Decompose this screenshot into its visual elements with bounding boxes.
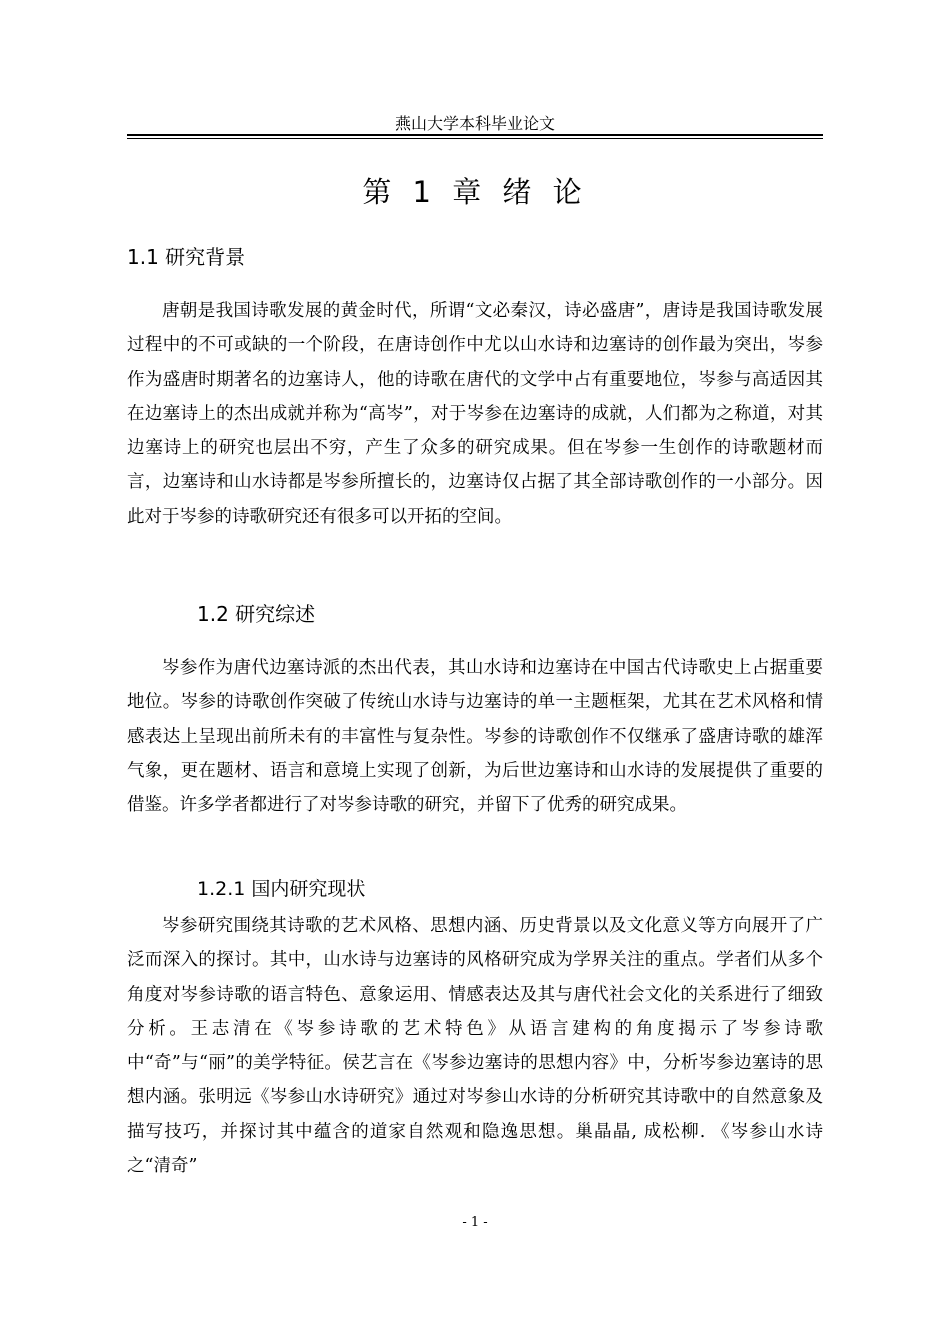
section-heading-1-1: 1.1 研究背景 — [127, 245, 246, 269]
running-header: 燕山大学本科毕业论文 — [394, 114, 555, 133]
page-number: - 1 - — [462, 1215, 488, 1230]
paragraph-background: 唐朝是我国诗歌发展的黄金时代，所谓“文必秦汉，诗必盛唐”，唐诗是我国诗歌发展过程中的不可或缺的一个阶段，在唐诗创作中尤以山水诗和边塞诗的创作最为突出，岑参作为盛唐时期著名的边塞诗人，他的诗歌在唐代的文学中占有重要地位，岑参与高适因其在边塞诗上的杰出成就并称为“高岑”，对于岑参在边塞诗的成就，人们都为之称道，对其边塞诗上的研究也层出不穷，产生了众多的研究成果。但在岑参一生创作的诗歌题材而言，边塞诗和山水诗都是岑参所擅长的，边塞诗仅占据了其全部诗歌创作的一小部分。因此对于岑参的诗歌研究还有很多可以开拓的空间。 — [127, 301, 823, 527]
chapter-title: 第 1 章 绪 论 — [362, 175, 588, 209]
header-rule-thick — [127, 134, 823, 136]
section-heading-1-2: 1.2 研究综述 — [197, 602, 316, 626]
paragraph-domestic-research: 岑参研究围绕其诗歌的艺术风格、思想内涵、历史背景以及文化意义等方向展开了广泛而深入的探讨。其中，山水诗与边塞诗的风格研究成为学界关注的重点。学者们从多个角度对岑参诗歌的语言特色、意象运用、情感表达及其与唐代社会文化的关系进行了细致分析。王志清在《岑参诗歌的艺术特色》从语言建构的角度揭示了岑参诗歌中“奇”与“丽”的美学特征。侯艺言在《岑参边塞诗的思想内容》中，分析岑参边塞诗的思想内涵。张明远《岑参山水诗研究》通过对岑参山水诗的分析研究其诗歌中的自然意象及描写技巧，并探讨其中蕴含的道家自然观和隐逸思想。巢晶晶, 成松柳. 《岑参山水诗之“清奇” — [127, 916, 823, 1177]
paragraph-review: 岑参作为唐代边塞诗派的杰出代表，其山水诗和边塞诗在中国古代诗歌史上占据重要地位。岑参的诗歌创作突破了传统山水诗与边塞诗的单一主题框架，尤其在艺术风格和情感表达上呈现出前所未有的丰富性与复杂性。岑参的诗歌创作不仅继承了盛唐诗歌的雄浑气象，更在题材、语言和意境上实现了创新，为后世边塞诗和山水诗的发展提供了重要的借鉴。许多学者都进行了对岑参诗歌的研究，并留下了优秀的研究成果。 — [127, 658, 823, 816]
header-rule-thin — [127, 138, 823, 139]
section-heading-1-2-1: 1.2.1 国内研究现状 — [197, 878, 366, 900]
